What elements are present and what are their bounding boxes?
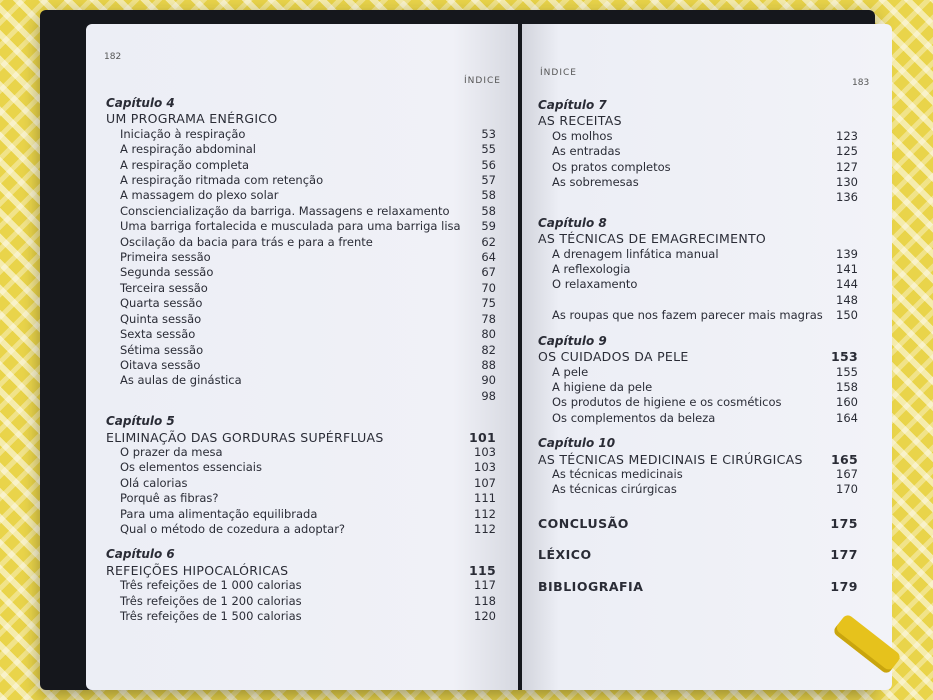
toc-entry-label [552,293,828,308]
page-number-left: 182 [104,52,122,62]
chapter-page: 115 [469,562,496,578]
toc-entry-page: 78 [481,311,496,326]
toc-entry-page: 62 [481,234,496,249]
toc-entry [106,265,496,280]
toc-entry [538,190,858,205]
toc-entry-page: 111 [474,491,496,506]
chapter-page: 153 [831,349,858,365]
toc-entry [106,281,496,296]
chapter-title: AS TÉCNICAS MEDICINAIS E CIRÚRGICAS [538,451,803,467]
toc-entry-page: 98 [481,388,496,403]
toc-entry-page: 167 [836,466,858,481]
toc-entry-page: 80 [481,327,496,342]
toc-entry [106,358,496,373]
toc-entry-label: O relaxamento [552,277,638,292]
toc-entry-label: Os pratos completos [552,159,671,174]
section-title: LÉXICO [538,547,592,563]
toc-entry-label: Oscilação da bacia para trás e para a frente [120,234,373,249]
toc-entry-label: Olá calorias [120,475,188,490]
toc-entry-label: Sétima sessão [120,342,204,357]
toc-entry-page: 120 [474,609,496,623]
section-title: CONCLUSÃO [538,515,629,531]
toc-entry [106,327,496,342]
toc-entry [538,308,858,323]
toc-entry [538,395,858,410]
toc-entry [106,445,496,460]
chapter-title: OS CUIDADOS DA PELE [538,349,689,365]
toc-entry [106,522,496,537]
toc-entry-label: Segunda sessão [120,265,214,280]
toc-entry-label: A respiração abdominal [120,142,257,157]
toc-entry-page: 88 [481,357,496,372]
toc-entry-page: 141 [836,262,858,277]
toc-entry [538,262,858,277]
chapter-block [538,216,858,324]
toc-entry-page: 127 [836,159,858,174]
toc-entry [538,411,858,426]
chapter-title-row [538,349,858,364]
chapter-block [106,96,496,404]
chapter-block [106,414,496,537]
toc-entry-page: 164 [836,410,858,425]
toc-entry-label: As entradas [552,144,621,159]
toc-entry [538,247,858,262]
chapter-title: UM PROGRAMA ENÉRGICO [106,111,278,127]
chapter-block [538,436,858,498]
chapter-block [538,98,858,206]
toc-entry-label: A massagem do plexo solar [120,188,279,203]
toc-entry-label [552,190,828,205]
section-page: 179 [830,578,858,594]
toc-entry-page: 90 [481,373,496,388]
chapter-title: REFEIÇÕES HIPOCALÓRICAS [106,562,289,578]
toc-entry-label: O prazer da mesa [120,444,223,459]
toc-entry [106,204,496,219]
toc-entry-label: Consciencialização da barriga. Massagens e relaxamento [120,203,450,218]
toc-entry [106,594,496,609]
chapter-title: AS TÉCNICAS DE EMAGRECIMENTO [538,231,767,247]
toc-entry-label: Três refeições de 1 000 calorias [120,578,302,593]
toc-entry [106,373,496,388]
toc-entry-label: Terceira sessão [120,280,208,295]
open-book [40,10,875,690]
toc-entry [106,158,496,173]
section-page: 177 [830,547,858,563]
toc-entry-label: A higiene da pele [552,379,653,394]
chapter-title-row [538,452,858,467]
toc-entry-label: Os elementos essenciais [120,460,262,475]
chapter-label: Capítulo 5 [106,414,175,429]
toc-entry [106,296,496,311]
chapter-page: 101 [469,429,496,445]
toc-entry [106,578,496,593]
toc-entry-label: A respiração ritmada com retenção [120,173,324,188]
toc-entry-page: 107 [474,475,496,490]
section-page: 175 [830,515,858,531]
toc-entry [538,467,858,482]
toc-entry-label: Qual o método de cozedura a adoptar? [120,521,346,536]
toc-entry-page: 64 [481,250,496,265]
toc-entry-page: 118 [474,593,496,608]
chapter-title-row [106,430,496,445]
toc-entry-page: 170 [836,482,858,497]
toc-entry-label: Para uma alimentação equilibrada [120,506,318,521]
toc-entry [538,380,858,395]
toc-entry-page: 103 [474,460,496,475]
toc-entry [538,277,858,292]
toc-entry-page: 82 [481,342,496,357]
toc-entry-page: 150 [836,308,858,323]
toc-entry [106,142,496,157]
toc-entry-page: 158 [836,379,858,394]
toc-entry [106,312,496,327]
toc-entry-page: 56 [481,157,496,172]
chapter-title-row [538,231,858,246]
toc-entry [106,219,496,234]
toc-right [538,88,858,594]
left-page [86,24,518,690]
right-page [522,24,892,690]
toc-entry-page: 70 [481,280,496,295]
chapter-title-row [106,111,496,126]
toc-entry-label: Os complementos da beleza [552,410,716,425]
toc-entry [538,160,858,175]
toc-entry-page: 117 [474,578,496,593]
toc-entry [538,129,858,144]
toc-entry-label: As técnicas cirúrgicas [552,482,677,497]
toc-entry [106,127,496,142]
toc-entry-label: Quarta sessão [120,296,203,311]
chapter-label: Capítulo 4 [106,96,175,110]
toc-entry [106,491,496,506]
toc-entry-page: 139 [836,246,858,261]
toc-entry-label: A pele [552,364,589,379]
toc-entry-label [120,389,466,404]
chapter-title-row [538,113,858,128]
chapter-label: Capítulo 10 [538,436,616,451]
section-row [538,547,858,562]
toc-entry-label: Três refeições de 1 200 calorias [120,593,302,608]
toc-entry [106,389,496,404]
toc-entry [538,482,858,497]
chapter-title: AS RECEITAS [538,113,622,129]
toc-entry-page: 125 [836,144,858,159]
toc-entry-page: 53 [481,126,496,141]
toc-entry-label: Quinta sessão [120,311,202,326]
chapter-label: Capítulo 6 [106,547,175,562]
toc-entry-page: 55 [481,142,496,157]
toc-entry-page: 57 [481,173,496,188]
toc-entry-label: A reflexologia [552,262,631,277]
toc-entry-label: As sobremesas [552,175,639,190]
toc-entry-label: Três refeições de 1 500 calorias [120,609,302,623]
toc-entry-label: Uma barriga fortalecida e musculada para uma barriga lisa [120,219,461,234]
toc-entry-label: Sexta sessão [120,327,196,342]
toc-entry [538,293,858,308]
toc-entry-label: As roupas que nos fazem parecer mais magras [552,308,823,323]
section-row [538,516,858,531]
chapter-block [106,547,496,624]
toc-entry-page: 144 [836,277,858,292]
toc-entry [106,188,496,203]
chapter-label: Capítulo 7 [538,98,607,112]
page-number-right: 183 [852,78,870,88]
toc-entry-page: 58 [481,188,496,203]
chapter-page [828,113,858,128]
toc-entry [106,476,496,491]
toc-left [106,86,496,624]
toc-entry-page: 59 [481,219,496,234]
toc-entry-page: 123 [836,128,858,143]
toc-entry-label: Os molhos [552,128,613,143]
toc-entry [106,250,496,265]
toc-entry-label: A respiração completa [120,157,250,172]
toc-entry-page: 67 [481,265,496,280]
toc-entry [106,460,496,475]
chapter-page [466,111,496,126]
toc-entry-label: As aulas de ginástica [120,373,242,388]
toc-entry [106,235,496,250]
toc-entry-page: 103 [474,444,496,459]
chapter-label: Capítulo 8 [538,215,607,230]
toc-entry-page: 112 [474,521,496,536]
toc-entry [538,365,858,380]
toc-entry-page: 155 [836,364,858,379]
toc-entry-label: Os produtos de higiene e os cosméticos [552,395,782,410]
section-row [538,579,858,594]
chapter-block [538,334,858,426]
toc-entry [538,144,858,159]
toc-entry [106,173,496,188]
toc-entry-label: Primeira sessão [120,250,211,265]
chapter-label: Capítulo 9 [538,333,607,348]
toc-entry-page: 58 [481,203,496,218]
toc-entry-page: 148 [836,292,858,307]
toc-entry-label: Iniciação à respiração [120,126,246,141]
toc-entry [538,175,858,190]
toc-entry-page: 75 [481,296,496,311]
chapter-page: 165 [831,451,858,467]
toc-entry-label: As técnicas medicinais [552,466,683,481]
chapter-page [828,231,858,246]
toc-entry-label: Porquê as fibras? [120,491,219,506]
chapter-title-row [106,563,496,578]
toc-entry-label: Oitava sessão [120,357,201,372]
toc-entry-page: 130 [836,175,858,190]
toc-entry-page: 160 [836,395,858,410]
running-head-right: ÍNDICE [540,68,577,78]
toc-entry-page: 136 [836,190,858,205]
toc-entry [106,343,496,358]
chapter-title: ELIMINAÇÃO DAS GORDURAS SUPÉRFLUAS [106,429,384,445]
running-head-left: ÍNDICE [464,76,501,86]
toc-entry [106,507,496,522]
toc-entry [106,609,496,624]
toc-entry-page: 112 [474,506,496,521]
section-title: BIBLIOGRAFIA [538,578,644,594]
toc-entry-label: A drenagem linfática manual [552,246,719,261]
